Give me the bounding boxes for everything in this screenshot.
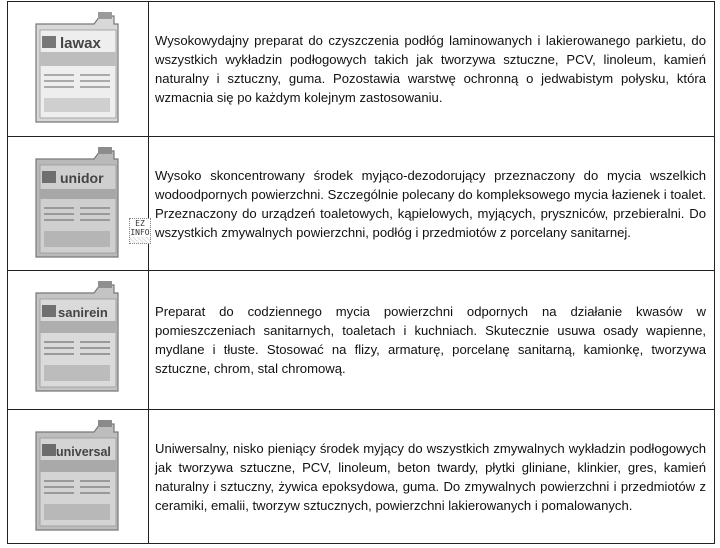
table-row	[8, 271, 715, 410]
table-row	[8, 2, 715, 137]
product-brand: sanirein	[58, 305, 108, 320]
product-canister-image	[30, 281, 122, 395]
product-description: Wysoko skoncentrowany środek myjąco-dezodorujący przeznaczony do mycia wszelkich wodoodpornych powierzchni. Szczególnie polecany do kompleksowego mycia łazienek i toalet. Przeznaczony do urządzeń toaletowych, kąpielowych, myjących, pryszniców, przebieralni. Do wszystkich zmywalnych powierzchni, podłóg i przedmiotów z porcelany sanitarnej.	[149, 137, 715, 271]
product-canister-image	[30, 420, 122, 534]
product-image-cell	[8, 2, 149, 137]
product-brand: unidor	[60, 170, 104, 186]
product-brand: lawax	[60, 35, 101, 52]
ezinfo-badge-icon: EZ INFO	[129, 218, 151, 244]
product-description: Preparat do codziennego mycia powierzchni odpornych na działanie kwasów w pomieszczeniach sanitarnych, toaletach i kuchniach. Skutecznie usuwa osady wapienne, mydlane i tłuste. Stosować na flizy, armaturę, porcelanę sanitarną, kamionkę, tworzywa sztuczne, chrom, stal chromową.	[149, 271, 715, 410]
product-description: Wysokowydajny preparat do czyszczenia podłóg laminowanych i lakierowanego parkietu, do wszystkich wykładzin podłogowych takich jak tworzywa sztuczne, PCV, linoleum, kamień naturalny i sztuczny, guma. Pozostawia warstwę ochronną o jedwabistym połysku, która wzmacnia się po każdym kolejnym zastosowaniu.	[149, 2, 715, 137]
product-canister-image	[30, 147, 122, 261]
product-image-cell	[8, 271, 149, 410]
product-table	[7, 1, 715, 544]
product-description: Uniwersalny, nisko pieniący środek myjący do wszystkich zmywalnych wykładzin podłogowych jak tworzywa sztuczne, PCV, linoleum, beton twardy, płytki gliniane, klinkier, gres, kamień naturalny i sztuczny, żywica epoksydowa, guma. Do zmywalnych powierzchni i przedmiotów z ceramiki, emalii, tworzyw sztucznych, powierzchni lakierowanych i pomalowanych.	[149, 410, 715, 544]
product-canister-image	[30, 12, 122, 126]
product-image-cell	[8, 410, 149, 544]
table-row	[8, 410, 715, 544]
product-brand: universal	[56, 445, 111, 459]
table-row	[8, 137, 715, 271]
product-image-cell	[8, 137, 149, 271]
